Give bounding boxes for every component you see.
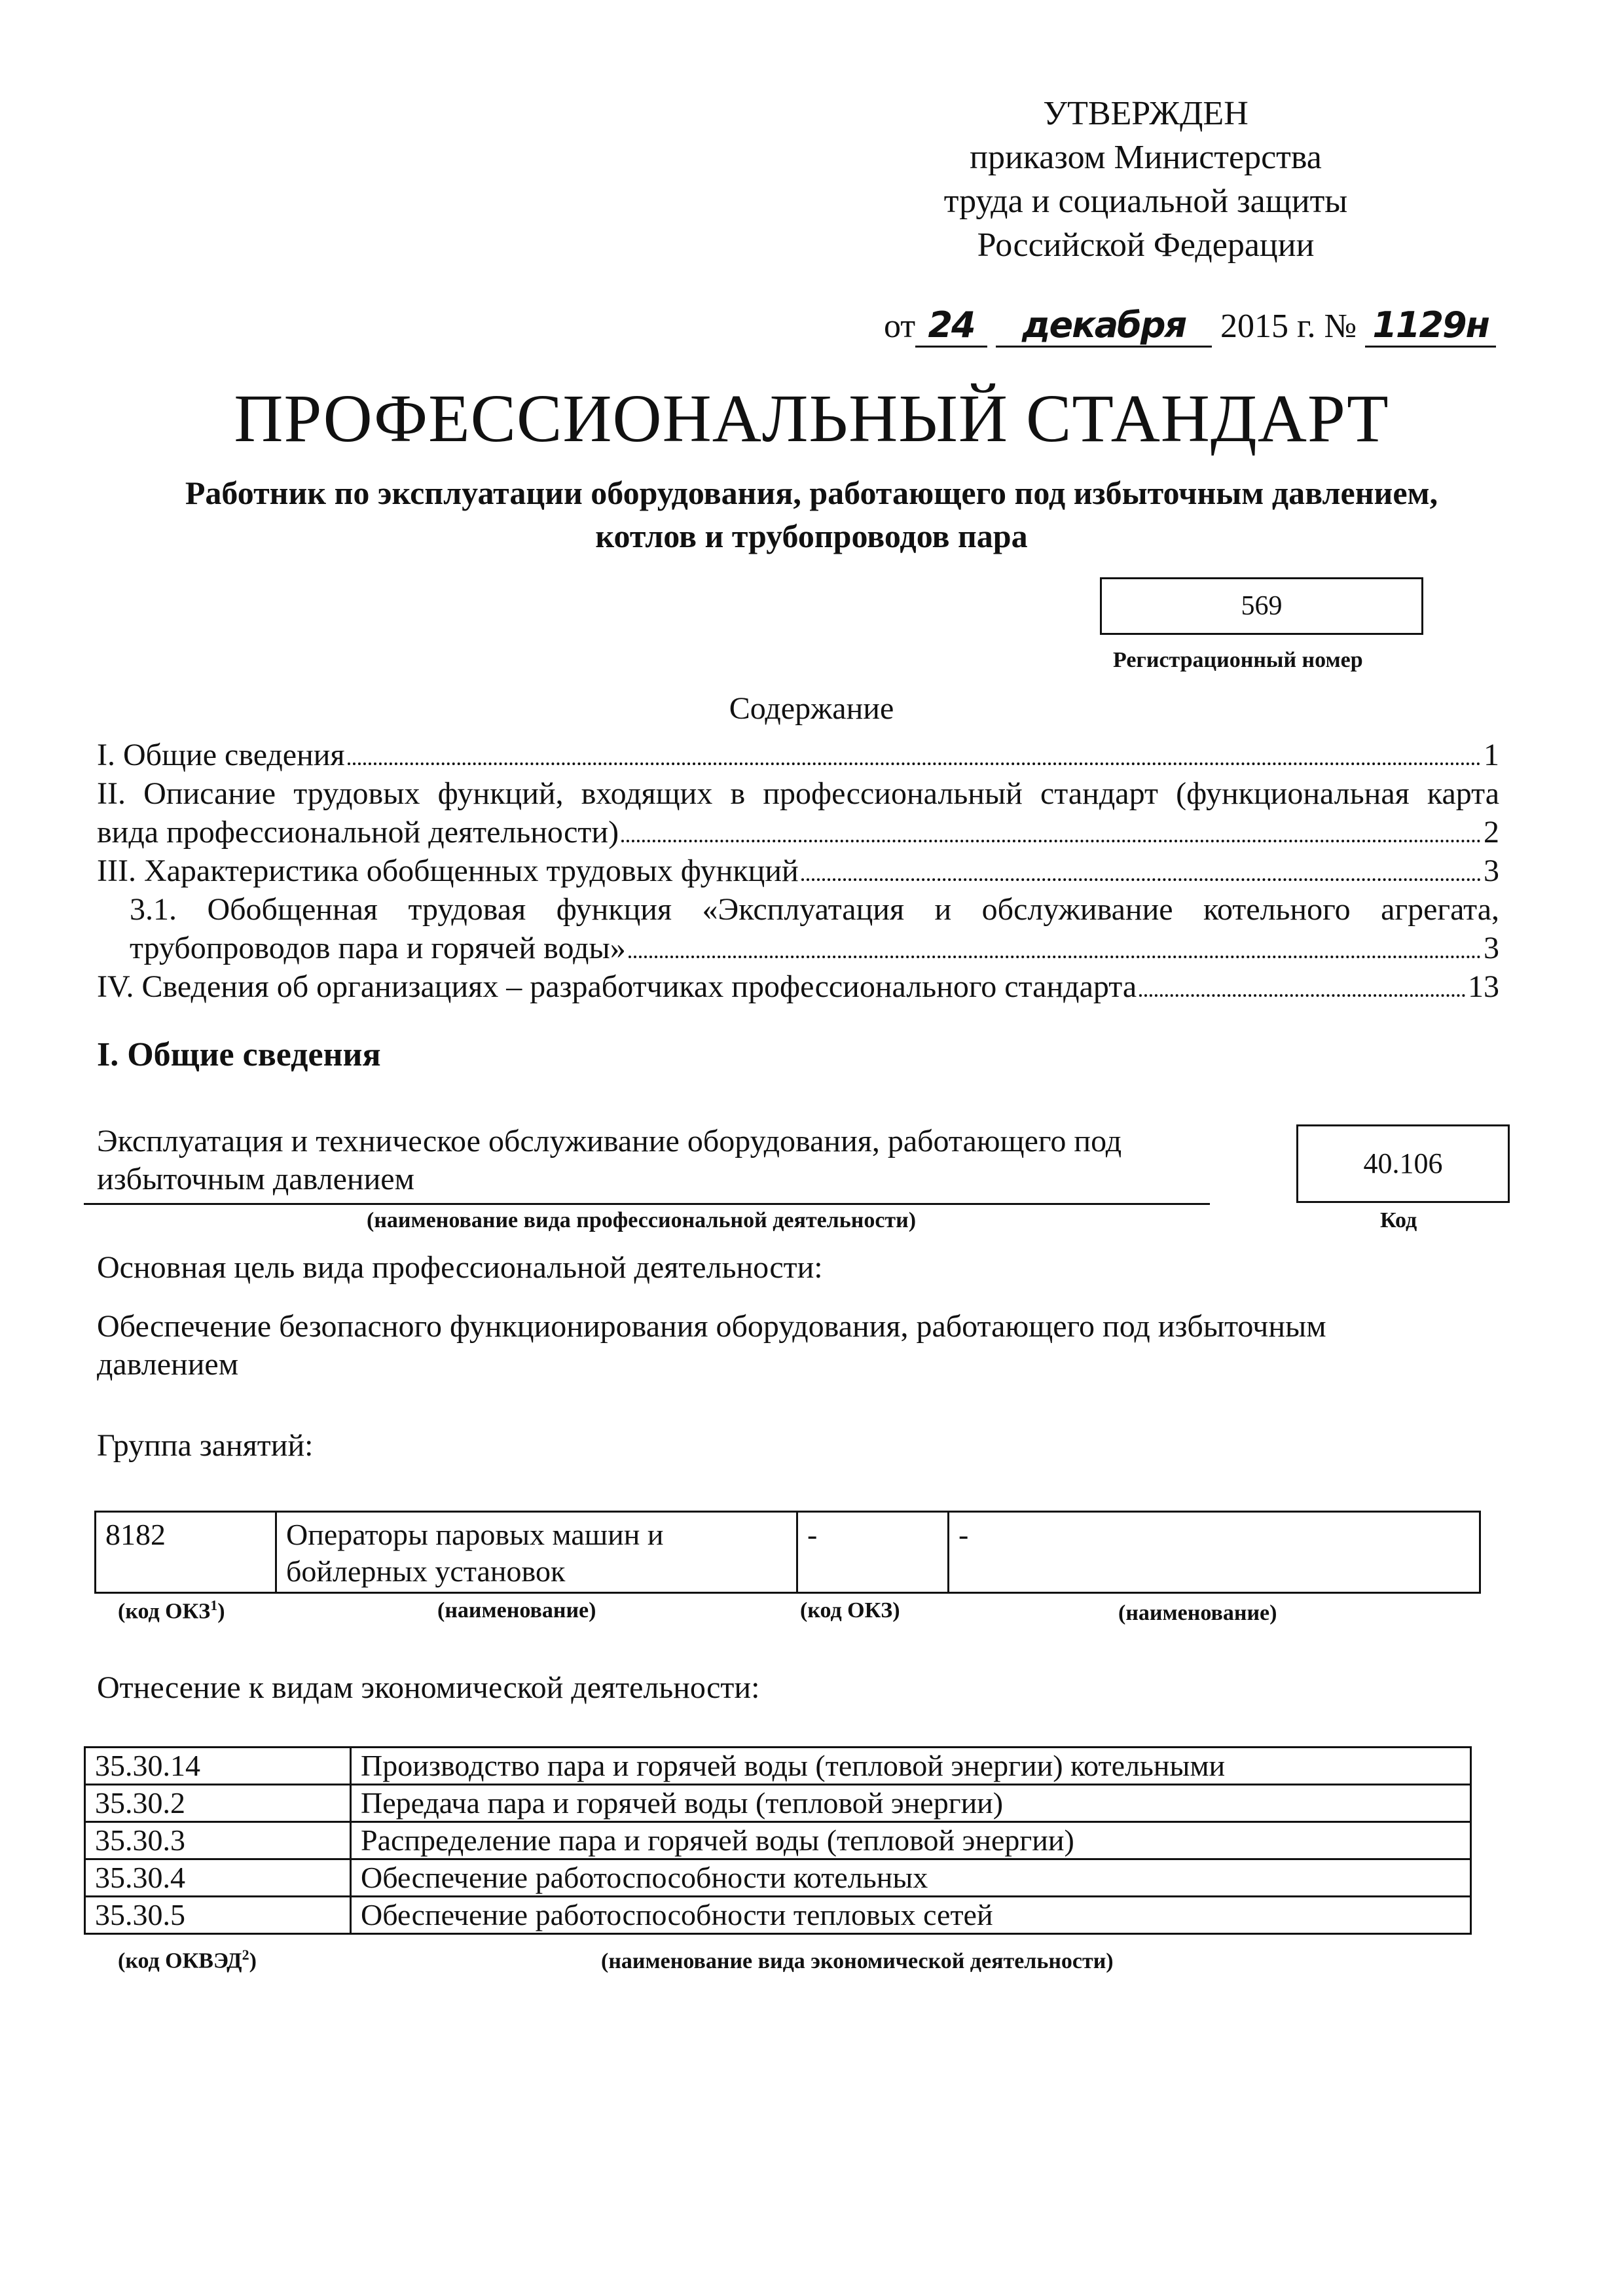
okved-name: Производство пара и горячей воды (тепловой энергии) котельными: [351, 1748, 1471, 1785]
occ-code2-caption: (код ОКЗ): [800, 1598, 900, 1623]
goal-text: Обеспечение безопасного функционирования оборудования, работающего под избыточным давлением: [97, 1309, 1326, 1382]
occ-name-caption: (наименование): [437, 1598, 596, 1623]
table-row: [85, 1897, 1471, 1934]
toc-leader: [1139, 994, 1465, 997]
table-row: [85, 1859, 1471, 1897]
registration-number-box: 569: [1100, 577, 1423, 635]
occupations-label: Группа занятий:: [97, 1428, 314, 1463]
okved-name: Распределение пара и горячей воды (тепловой энергии): [351, 1822, 1471, 1859]
toc-title: Содержание: [729, 691, 894, 726]
toc-leader: [629, 956, 1481, 958]
toc-item[interactable]: [97, 813, 1499, 852]
okved-code: 35.30.14: [85, 1748, 351, 1785]
toc-item-text: I. Общие сведения: [97, 738, 345, 772]
activity-underline: [84, 1203, 1210, 1205]
okved-name: Передача пара и горячей воды (тепловой энергии): [351, 1785, 1471, 1822]
order-line: [884, 304, 1496, 348]
approval-line: УТВЕРЖДЕН: [1043, 95, 1249, 132]
okved-name-caption: (наименование вида экономической деятельности): [601, 1949, 1114, 1973]
page-subtitle: Работник по эксплуатации оборудования, работающего под избыточным давлением, котлов и трубопроводов пара: [185, 475, 1438, 554]
toc-item-text: вида профессиональной деятельности): [97, 815, 619, 850]
table-row: [96, 1512, 1480, 1593]
order-day: 24: [915, 304, 987, 348]
toc-item[interactable]: [97, 736, 1499, 774]
section-heading: I. Общие сведения: [97, 1036, 381, 1073]
activity-name: Эксплуатация и техническое обслуживание оборудования, работающего под избыточным давлением: [97, 1124, 1122, 1196]
toc-item-text: IV. Сведения об организациях – разработчиках профессионального стандарта: [97, 969, 1137, 1004]
occupation-code-2: -: [797, 1512, 949, 1593]
goal-label: Основная цель вида профессиональной деятельности:: [97, 1250, 823, 1285]
approval-line: труда и социальной защиты: [943, 183, 1348, 220]
code-caption: Код: [1380, 1208, 1417, 1232]
okved-code: 35.30.4: [85, 1859, 351, 1897]
toc-item[interactable]: [97, 967, 1499, 1006]
okved-code-caption: (код ОКВЭД$^2$): [118, 1946, 257, 1973]
toc-item-page: 13: [1468, 969, 1499, 1004]
okved-label: Отнесение к видам экономической деятельности:: [97, 1670, 760, 1705]
toc-item-page: 1: [1484, 738, 1499, 772]
occ-code-caption: (код ОКЗ$^1$): [118, 1597, 225, 1624]
toc: [97, 736, 1499, 1006]
activity-caption: (наименование вида профессиональной деятельности): [367, 1208, 917, 1232]
order-year: 2015 г. №: [1220, 308, 1357, 345]
page-title: ПРОФЕССИОНАЛЬНЫЙ СТАНДАРТ: [234, 381, 1389, 456]
table-row: [85, 1822, 1471, 1859]
order-number: 1129н: [1365, 304, 1496, 348]
order-from: от: [884, 308, 916, 345]
okved-code: 35.30.3: [85, 1822, 351, 1859]
toc-item[interactable]: [97, 929, 1499, 967]
okved-code: 35.30.5: [85, 1897, 351, 1934]
okved-name: Обеспечение работоспособности котельных: [351, 1859, 1471, 1897]
occupation-name-2: -: [949, 1512, 1480, 1593]
table-row: [85, 1748, 1471, 1785]
table-row: [85, 1785, 1471, 1822]
toc-item[interactable]: [97, 852, 1499, 890]
toc-item-text: III. Характеристика обобщенных трудовых функций: [97, 853, 799, 888]
okved-table: [84, 1746, 1472, 1935]
occupations-table: [94, 1511, 1481, 1594]
approval-block: [851, 92, 1440, 267]
toc-leader: [621, 840, 1481, 842]
okved-name: Обеспечение работоспособности тепловых сетей: [351, 1897, 1471, 1934]
order-month: декабря: [996, 304, 1212, 348]
toc-item-line[interactable]: 3.1. Обобщенная трудовая функция «Эксплуатация и обслуживание котельного агрегата,: [130, 892, 1499, 927]
occupation-name: Операторы паровых машин и бойлерных установок: [276, 1512, 797, 1593]
occ-name2-caption: (наименование): [1118, 1601, 1277, 1625]
toc-item-page: 2: [1484, 815, 1499, 850]
toc-leader: [348, 762, 1481, 765]
approval-line: приказом Министерства: [970, 139, 1322, 176]
occupation-code: 8182: [96, 1512, 276, 1593]
toc-item-page: 3: [1484, 853, 1499, 888]
okved-code: 35.30.2: [85, 1785, 351, 1822]
toc-leader: [801, 878, 1481, 881]
toc-item-text: трубопроводов пара и горячей воды»: [130, 931, 626, 965]
activity-code-box: 40.106: [1296, 1124, 1510, 1203]
toc-item-page: 3: [1484, 931, 1499, 965]
toc-item-line[interactable]: II. Описание трудовых функций, входящих в профессиональный стандарт (функциональная карта: [97, 776, 1499, 811]
approval-line: Российской Федерации: [977, 226, 1315, 264]
registration-label: Регистрационный номер: [1113, 648, 1363, 672]
